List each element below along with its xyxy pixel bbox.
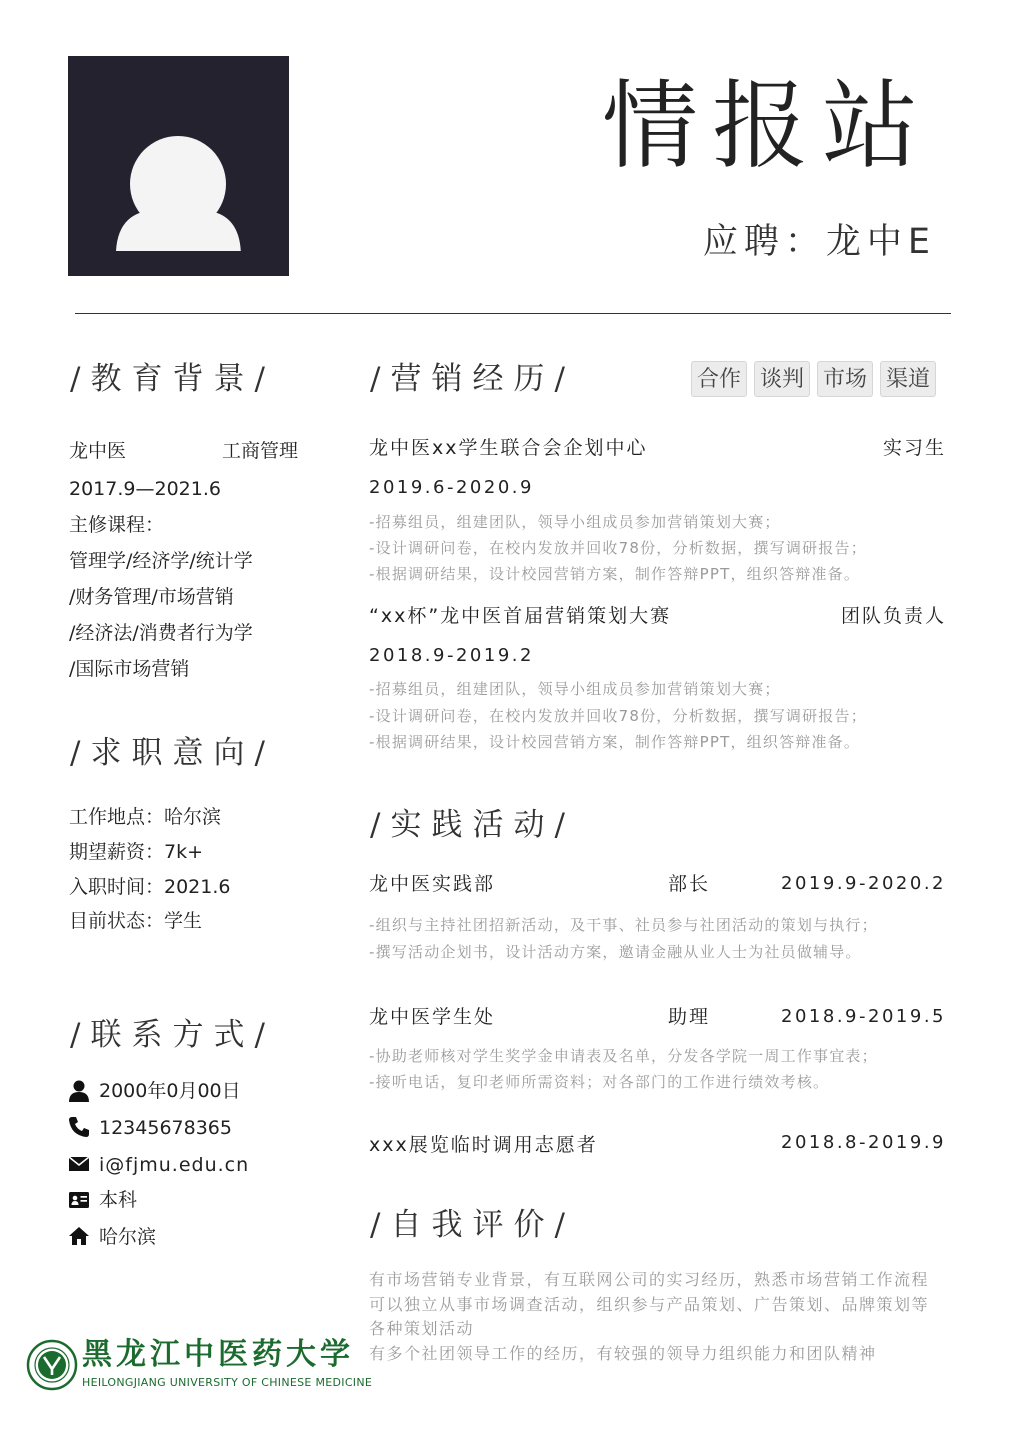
header-divider: [75, 313, 951, 314]
practice-title: /实践活动/: [370, 807, 575, 843]
practice-org: xxx展览临时调用志愿者: [369, 1134, 598, 1156]
experience-org: 龙中医xx学生联合会企划中心: [369, 437, 648, 459]
experience-bullet: -招募组员，组建团队，领导小组成员参加营销策划大赛；: [369, 680, 781, 698]
practice-role: 部长: [668, 873, 711, 895]
courses-label: 主修课程：: [69, 514, 165, 536]
marketing-title: /营销经历/: [370, 361, 575, 397]
id-card-icon: [68, 1189, 90, 1211]
skill-tag: 渠道: [880, 361, 936, 397]
self-eval-line: 有多个社团领导工作的经历，有较强的领导力组织能力和团队精神: [369, 1343, 877, 1363]
practice-period: 2018.9-2019.5: [781, 1006, 946, 1027]
contact-city: 哈尔滨: [99, 1226, 157, 1248]
experience-bullet: -设计调研问卷，在校内发放并回收78份，分析数据，撰写调研报告；: [369, 707, 867, 725]
skill-tag: 谈判: [754, 361, 810, 397]
intention-item: 工作地点：哈尔滨: [69, 806, 222, 828]
university-name-cn: 黑龙江中医药大学: [82, 1337, 354, 1372]
contact-birthday: 2000年0月00日: [99, 1080, 241, 1102]
contact-title: /联系方式/: [70, 1017, 275, 1053]
course-line: /财务管理/市场营销: [69, 586, 234, 608]
practice-org: 龙中医实践部: [369, 873, 496, 895]
education-school: 龙中医: [69, 440, 127, 462]
practice-bullet: -组织与主持社团招新活动，及干事、社员参与社团活动的策划与执行；: [369, 916, 878, 934]
experience-period: 2019.6-2020.9: [369, 477, 534, 498]
applying-position: 应聘：龙中E: [702, 222, 936, 262]
experience-bullet: -根据调研结果，设计校园营销方案，制作答辩PPT，组织答辩准备。: [369, 565, 861, 583]
practice-bullet: -接听电话，复印老师所需资料；对各部门的工作进行绩效考核。: [369, 1073, 830, 1091]
home-icon: [68, 1225, 90, 1247]
education-title: /教育背景/: [70, 361, 275, 397]
practice-period: 2018.8-2019.9: [781, 1132, 946, 1153]
experience-role: 团队负责人: [840, 605, 946, 627]
education-period: 2017.9—2021.6: [69, 478, 221, 500]
contact-email: i@fjmu.edu.cn: [99, 1154, 250, 1176]
contact-phone: 12345678365: [99, 1117, 232, 1139]
practice-period: 2019.9-2020.2: [781, 873, 946, 894]
course-line: /经济法/消费者行为学: [69, 622, 253, 644]
mail-icon: [68, 1153, 90, 1175]
university-seal-icon: [26, 1339, 78, 1391]
experience-period: 2018.9-2019.2: [369, 645, 534, 666]
contact-degree: 本科: [99, 1189, 138, 1211]
skill-tags: [691, 361, 936, 397]
experience-org: “xx杯”龙中医首届营销策划大赛: [369, 605, 672, 627]
practice-bullet: -协助老师核对学生奖学金申请表及名单，分发各学院一周工作事宜表；: [369, 1047, 878, 1065]
course-line: 管理学/经济学/统计学: [69, 550, 253, 572]
practice-role: 助理: [668, 1006, 711, 1028]
experience-bullet: -招募组员，组建团队，领导小组成员参加营销策划大赛；: [369, 513, 781, 531]
experience-bullet: -根据调研结果，设计校园营销方案，制作答辩PPT，组织答辩准备。: [369, 733, 861, 751]
experience-role: 实习生: [882, 437, 946, 459]
practice-bullet: -撰写活动企划书，设计活动方案，邀请金融从业人士为社员做辅导。: [369, 943, 862, 961]
candidate-name: 情报站: [602, 70, 932, 182]
course-line: /国际市场营销: [69, 658, 190, 680]
intention-item: 目前状态：学生: [69, 910, 203, 932]
self-eval-title: /自我评价/: [370, 1207, 575, 1243]
self-eval-line: 可以独立从事市场调查活动，组织参与产品策划、广告策划、品牌策划等各种策划活动: [369, 1294, 930, 1338]
skill-tag: 市场: [817, 361, 873, 397]
university-name-en: HEILONGJIANG UNIVERSITY OF CHINESE MEDICINE: [82, 1376, 373, 1389]
self-eval-line: 有市场营销专业背景，有互联网公司的实习经历，熟悉市场营销工作流程: [369, 1270, 930, 1289]
intention-item: 入职时间：2021.6: [69, 876, 231, 898]
profile-photo: [68, 56, 289, 276]
intention-title: /求职意向/: [70, 735, 275, 771]
education-major: 工商管理: [222, 440, 299, 462]
practice-org: 龙中医学生处: [369, 1006, 496, 1028]
user-icon: [68, 1080, 90, 1102]
intention-item: 期望薪资：7k+: [69, 841, 204, 863]
avatar-placeholder-icon: [68, 56, 289, 276]
phone-icon: [68, 1116, 90, 1138]
self-eval-text: [369, 1268, 944, 1366]
skill-tag: 合作: [691, 361, 747, 397]
experience-bullet: -设计调研问卷，在校内发放并回收78份，分析数据，撰写调研报告；: [369, 539, 867, 557]
